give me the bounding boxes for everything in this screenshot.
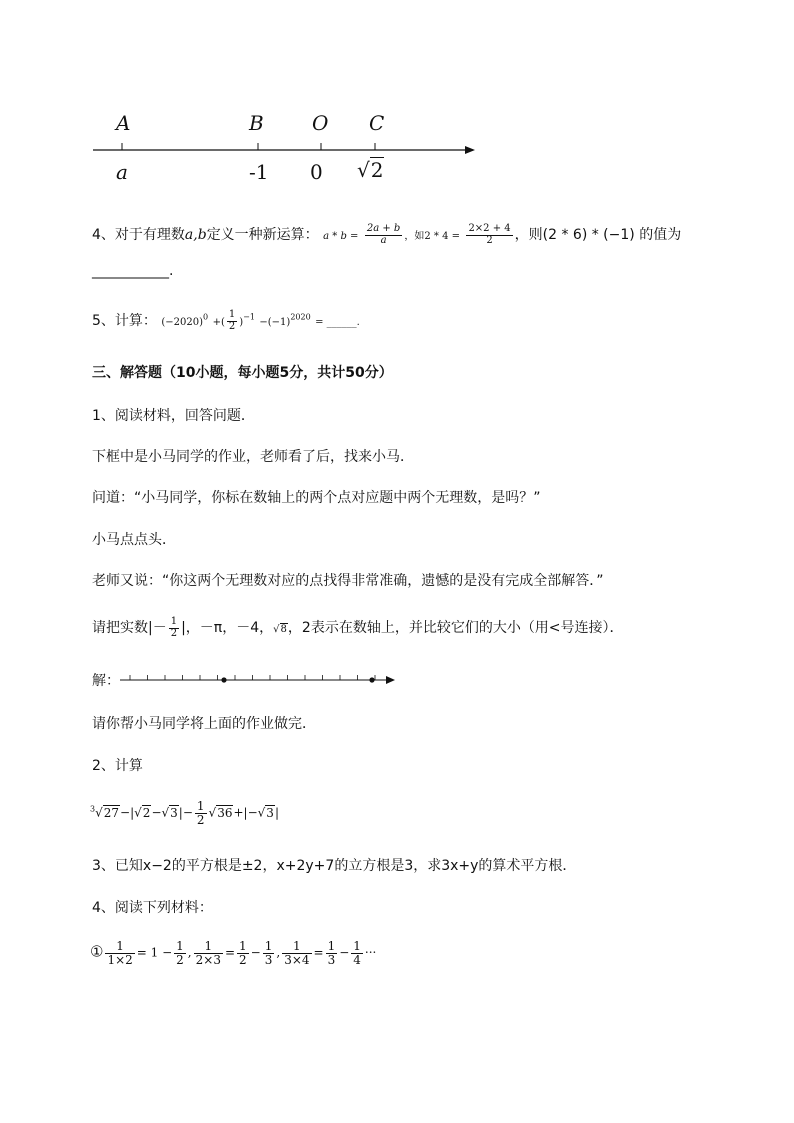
p4-frac-3 xyxy=(282,940,311,966)
q4-definition-fraction xyxy=(365,224,402,246)
p2-abs-close: |− xyxy=(178,805,193,820)
q5-term-2-close: ) xyxy=(239,317,244,328)
section-heading: 三、解答题（10小题，每小题5分，共计50分） xyxy=(92,365,393,381)
p2-expression: $^3$√27−|√2−√3|− $\frac{1}{2}$ √36+|−√3| xyxy=(90,799,279,827)
p4-series-line xyxy=(90,940,376,966)
sqrt-radicand: 2 xyxy=(370,158,384,182)
q4-prefix: 4、对于有理数 xyxy=(92,227,185,243)
sqrt2-radicand: 2 xyxy=(142,805,151,820)
p4-fh-den: 2 xyxy=(176,952,184,967)
q5-equals-blank: = ______. xyxy=(315,317,360,328)
cube-radicand: 27 xyxy=(103,805,120,820)
number-line-arrow xyxy=(465,146,475,154)
solution-ticks xyxy=(130,675,375,680)
cube-root-index: 3 xyxy=(90,804,96,814)
p1-l6-prefix: 请把实数|－ xyxy=(92,620,167,636)
p1-l6-tail: ，2表示在数轴上，并比较它们的大小（用<号连接）． xyxy=(287,620,624,636)
p4-comma-2: , xyxy=(276,945,281,960)
p4-fh-num: 1 xyxy=(176,939,184,953)
p4-eq-3: = xyxy=(313,945,324,960)
q5-frac-den: 2 xyxy=(228,320,236,332)
value-label-o: 0 xyxy=(310,160,323,184)
q4-vars: a,b xyxy=(184,227,207,243)
p2-half-fraction xyxy=(195,800,207,826)
q5-half-fraction xyxy=(227,310,237,332)
q5-term-2-open: +( xyxy=(212,317,225,328)
p1-line-7: 请你帮小马同学将上面的作业做完． xyxy=(92,716,316,732)
circled-one: ① xyxy=(90,942,104,961)
p4-f1-num: 1 xyxy=(105,940,134,954)
p4-minus-1: − xyxy=(250,945,261,960)
solution-label: 解： xyxy=(92,673,120,689)
p2-abs-2-open: +|− xyxy=(233,805,258,820)
q5-term-2-exp: −1 xyxy=(243,312,255,322)
q4-tail: ，则(2 * 6) * (−1) 的值为 xyxy=(514,227,682,243)
p2-frac-den: 2 xyxy=(196,812,205,827)
sqrt36-radicand: 36 xyxy=(217,805,233,820)
q4-ex-den: 2 xyxy=(486,234,493,246)
p4-comma-1: , xyxy=(187,945,192,960)
p1-sqrt8-radicand: 8 xyxy=(280,624,287,635)
p1-sqrt8: √8 xyxy=(273,624,287,635)
p4-frac-1 xyxy=(105,940,134,966)
q5-term-1-exp: 0 xyxy=(203,312,209,322)
q5-term-3-exp: 2020 xyxy=(290,312,311,322)
value-label-b: -1 xyxy=(249,160,269,184)
p4-f3-num: 1 xyxy=(282,940,311,954)
p1-line-5: 老师又说：“你这两个无理数对应的点找得非常准确，遗憾的是没有完成全部解答．” xyxy=(92,573,604,589)
point-label-c: C xyxy=(369,111,385,135)
q4-mid: 定义一种新运算： xyxy=(206,227,319,243)
q5-term-1: (−2020) xyxy=(161,317,204,328)
p4-title: 4、阅读下列材料： xyxy=(92,900,213,916)
q5-frac-num: 1 xyxy=(228,309,236,320)
point-label-o: O xyxy=(312,111,329,135)
p4-f3a-num: 1 xyxy=(327,939,336,953)
q5-prefix: 5、计算： xyxy=(92,313,157,329)
p1-line-3: 问道：“小马同学，你标在数轴上的两个点对应题中两个无理数，是吗？” xyxy=(92,490,541,506)
value-label-a: a xyxy=(116,160,128,184)
p4-f1-den: 1×2 xyxy=(107,952,133,967)
p4-eq-1: = 1 − xyxy=(136,945,173,960)
sqrt3b-radicand: 3 xyxy=(266,805,274,820)
value-label-c xyxy=(357,158,384,182)
p2-title: 2、计算 xyxy=(92,758,143,774)
p4-frac-2a xyxy=(237,940,249,966)
question-4-line xyxy=(92,224,681,246)
solution-arrow xyxy=(386,676,395,684)
p4-f2b-den: 3 xyxy=(264,952,273,967)
p1-line-6 xyxy=(92,617,624,639)
number-line-figure xyxy=(85,105,485,190)
q4-example-lhs: ，如2 * 4 = xyxy=(404,231,460,242)
p1-half-fraction xyxy=(169,617,179,639)
q4-answer-blank: ___________. xyxy=(92,263,174,279)
p4-f3-den: 3×4 xyxy=(284,952,310,967)
p4-frac-3a xyxy=(326,940,338,966)
p4-minus-2: − xyxy=(339,945,350,960)
sqrt-symbol: √ xyxy=(357,158,370,182)
p1-frac-num: 1 xyxy=(170,616,178,627)
point-label-b: B xyxy=(249,111,264,135)
point-label-a: A xyxy=(116,111,131,135)
p2-minus: − xyxy=(151,805,162,820)
solution-number-line xyxy=(118,670,398,690)
q4-frac-num: 2a + b xyxy=(366,223,401,234)
solution-point-2 xyxy=(369,677,374,682)
p1-line-4: 小马点点头． xyxy=(92,532,176,548)
p4-ellipsis: ··· xyxy=(364,945,377,960)
p1-line-2: 下框中是小马同学的作业，老师看了后，找来小马． xyxy=(92,449,414,465)
sqrt3-radicand: 3 xyxy=(170,805,178,820)
p1-l6-mid: |，－π，－4， xyxy=(181,620,274,636)
q4-op-lhs: a * b = xyxy=(323,231,359,242)
q5-term-3: −(−1) xyxy=(259,317,291,328)
p1-line-1: 1、阅读材料，回答问题． xyxy=(92,408,255,424)
p4-f2a-num: 1 xyxy=(239,939,247,953)
p2-abs-2-close: | xyxy=(274,805,279,820)
p1-frac-den: 2 xyxy=(170,627,178,639)
q4-frac-den: a xyxy=(380,234,387,246)
p4-frac-half xyxy=(174,940,186,966)
p4-eq-2: = xyxy=(224,945,236,960)
p4-f2a-den: 2 xyxy=(239,952,247,967)
p4-f3b-den: 4 xyxy=(353,952,361,967)
p4-f3a-den: 3 xyxy=(327,952,336,967)
p2-frac-num: 1 xyxy=(196,799,205,813)
p4-f2-den: 2×3 xyxy=(195,952,221,967)
solution-point-1 xyxy=(221,677,226,682)
p4-f3b-num: 1 xyxy=(353,939,361,953)
q4-ex-num: 2×2 + 4 xyxy=(468,223,511,234)
question-5-line xyxy=(92,310,360,332)
p3-line: 3、已知x−2的平方根是±2，x+2y+7的立方根是3，求3x+y的算术平方根． xyxy=(92,858,577,874)
p4-frac-2 xyxy=(194,940,223,966)
p2-abs-open: −| xyxy=(120,805,135,820)
p4-frac-3b xyxy=(351,940,363,966)
q4-example-fraction xyxy=(466,224,512,246)
p4-f2-num: 1 xyxy=(194,940,223,954)
p4-frac-2b xyxy=(263,940,275,966)
p4-f2b-num: 1 xyxy=(264,939,273,953)
